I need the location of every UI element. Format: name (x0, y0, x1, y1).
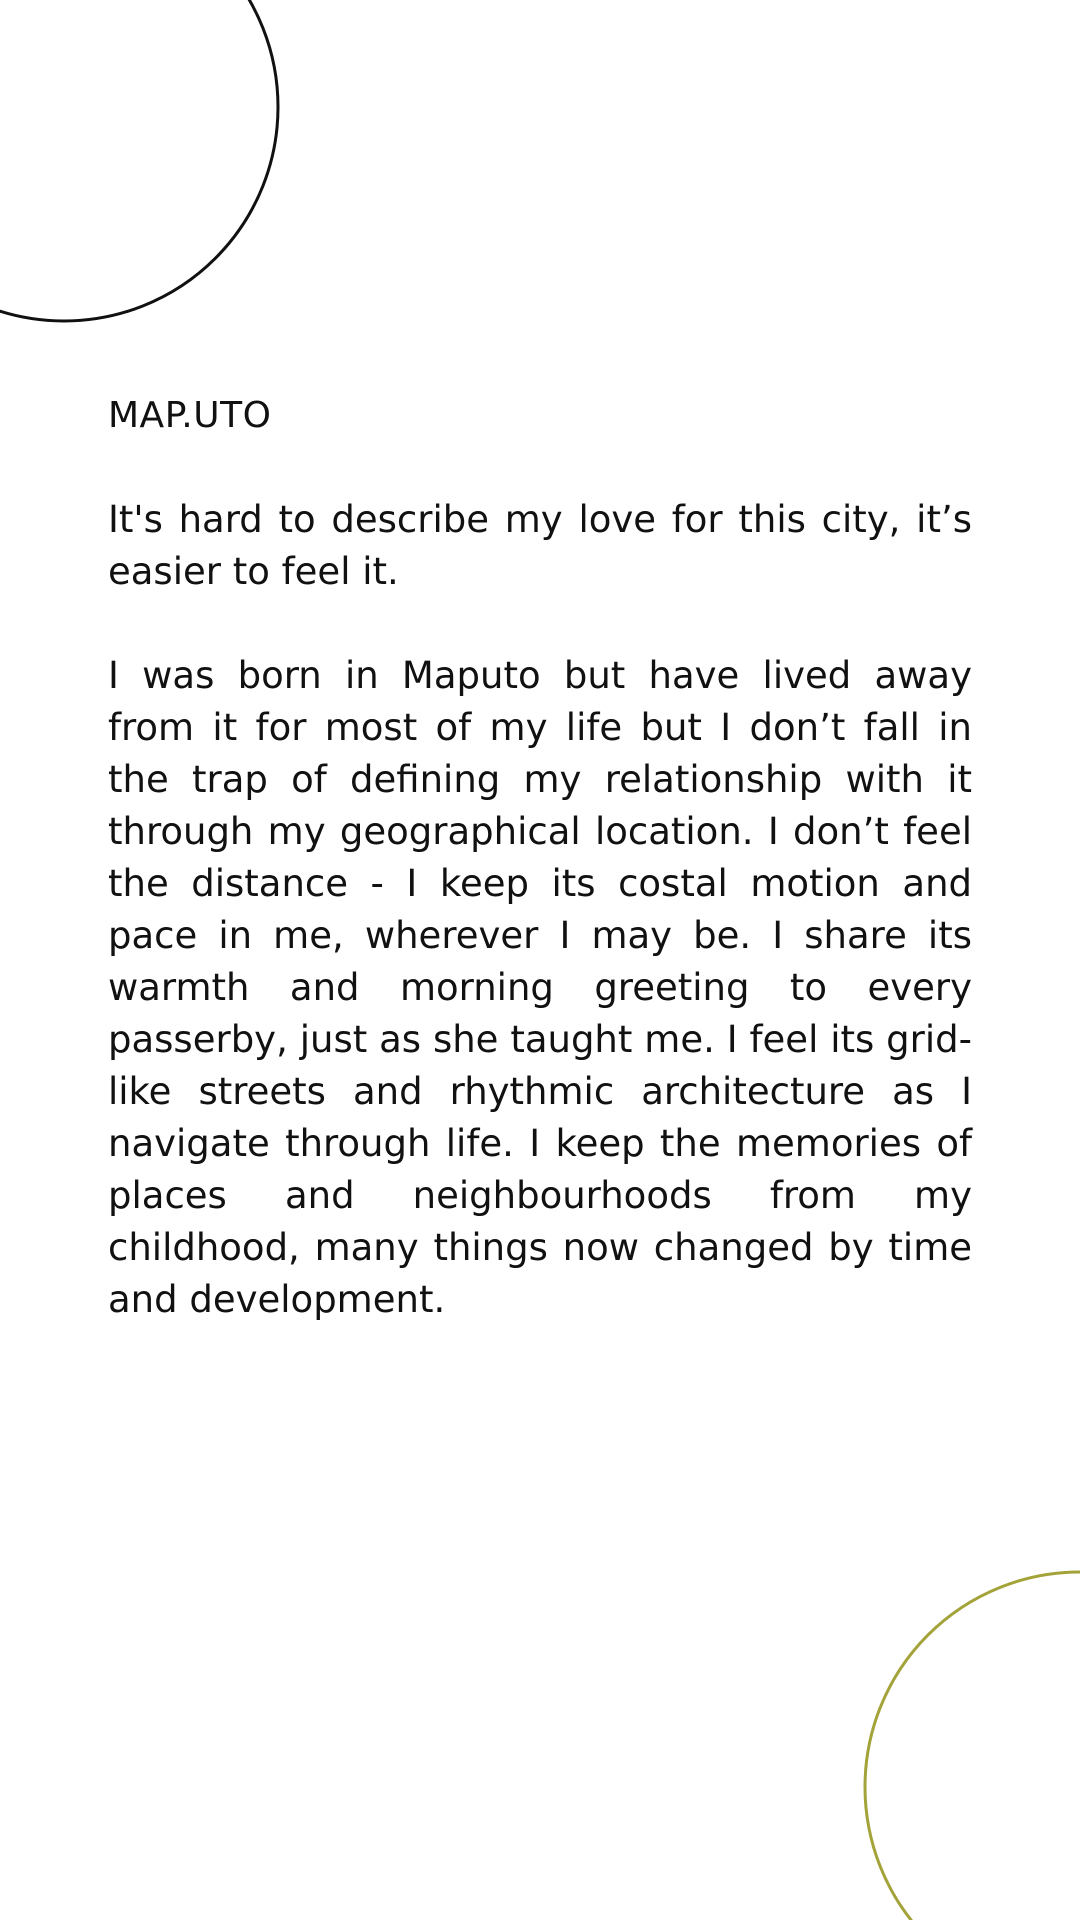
bottom-right-circle-outline (865, 1572, 1080, 1920)
article (108, 390, 972, 1378)
page-title: MAP.UTO (108, 395, 272, 436)
intro-paragraph: It's hard to describe my love for this city, it’s easier to feel it. (108, 498, 972, 593)
top-left-circle-outline (0, 0, 278, 321)
body-paragraph: I was born in Maputo but have lived away from it for most of my life but I don’t fall in the trap of defining my relationship with it through my geographical location. I don’t feel the distance - I keep its costal motion and pace in me, wherever I may be. I share its warmth and morning greeting to every passerby, just as she taught me. I feel its grid-like streets and rhythmic architecture as I navigate through life. I keep the memories of places and neighbourhoods from my childhood, many things now changed by time and development. (108, 654, 972, 1321)
